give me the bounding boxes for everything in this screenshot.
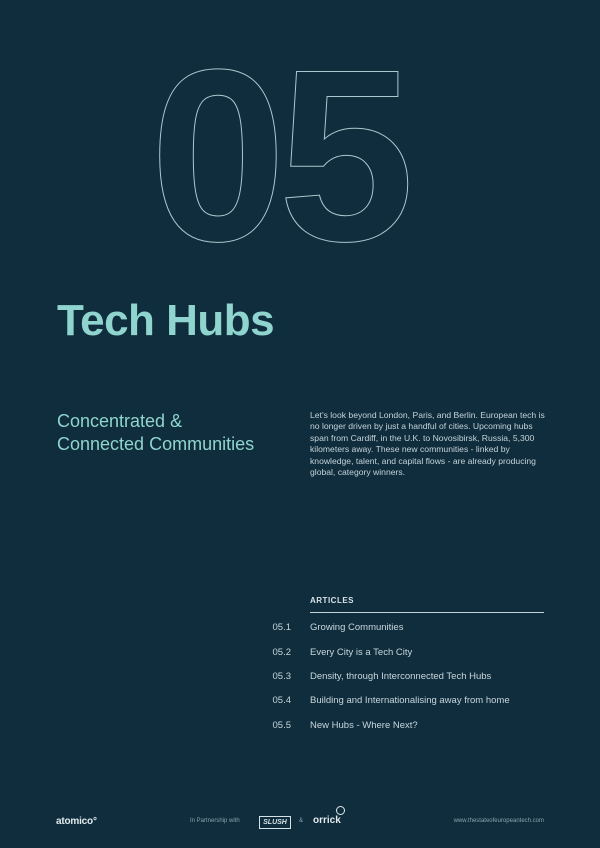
section-number: 05 xyxy=(150,40,407,250)
partnership-label: In Partnership with xyxy=(190,818,240,824)
article-link-1[interactable] xyxy=(200,622,560,636)
article-title: Building and Internationalising away from home xyxy=(310,695,510,706)
article-title: Every City is a Tech City xyxy=(310,647,413,658)
articles-heading: ARTICLES xyxy=(310,596,354,605)
subtitle-line-1: Concentrated & xyxy=(57,411,183,431)
article-link-2[interactable] xyxy=(200,647,560,661)
page-title: Tech Hubs xyxy=(57,296,275,345)
article-number: 05.4 xyxy=(272,695,291,706)
ampersand: & xyxy=(299,818,304,824)
slush-logo: SLUSH xyxy=(259,816,291,829)
article-number: 05.1 xyxy=(272,622,291,633)
article-link-4[interactable] xyxy=(200,695,560,709)
atomico-logo: atomico° xyxy=(56,816,97,827)
section-number-outline xyxy=(150,40,450,250)
article-number: 05.2 xyxy=(272,647,291,658)
website-url[interactable]: www.thestateofeuropeantech.com xyxy=(453,818,544,824)
orrick-logo: orrick xyxy=(313,815,341,826)
articles-divider xyxy=(310,612,544,613)
orrick-ring-icon xyxy=(336,806,345,815)
article-title: Growing Communities xyxy=(310,622,404,633)
article-number: 05.5 xyxy=(272,720,291,731)
article-number: 05.3 xyxy=(272,671,291,682)
article-title: New Hubs - Where Next? xyxy=(310,720,418,731)
article-link-3[interactable] xyxy=(200,671,560,685)
subtitle-line-2: Connected Communities xyxy=(57,434,255,454)
article-link-5[interactable] xyxy=(200,720,560,734)
page-subtitle xyxy=(57,410,297,456)
intro-paragraph: Let's look beyond London, Paris, and Berlin. European tech is no longer driven by just a handful of cities. Upcoming hubs span from Cardiff, in the U.K. to Novosibirsk, Russia, 5,300 kilometers away. These new communities - linked by knowledge, talent, and capital flows - are already producing global, category winners. xyxy=(310,410,545,478)
article-title: Density, through Interconnected Tech Hubs xyxy=(310,671,492,682)
